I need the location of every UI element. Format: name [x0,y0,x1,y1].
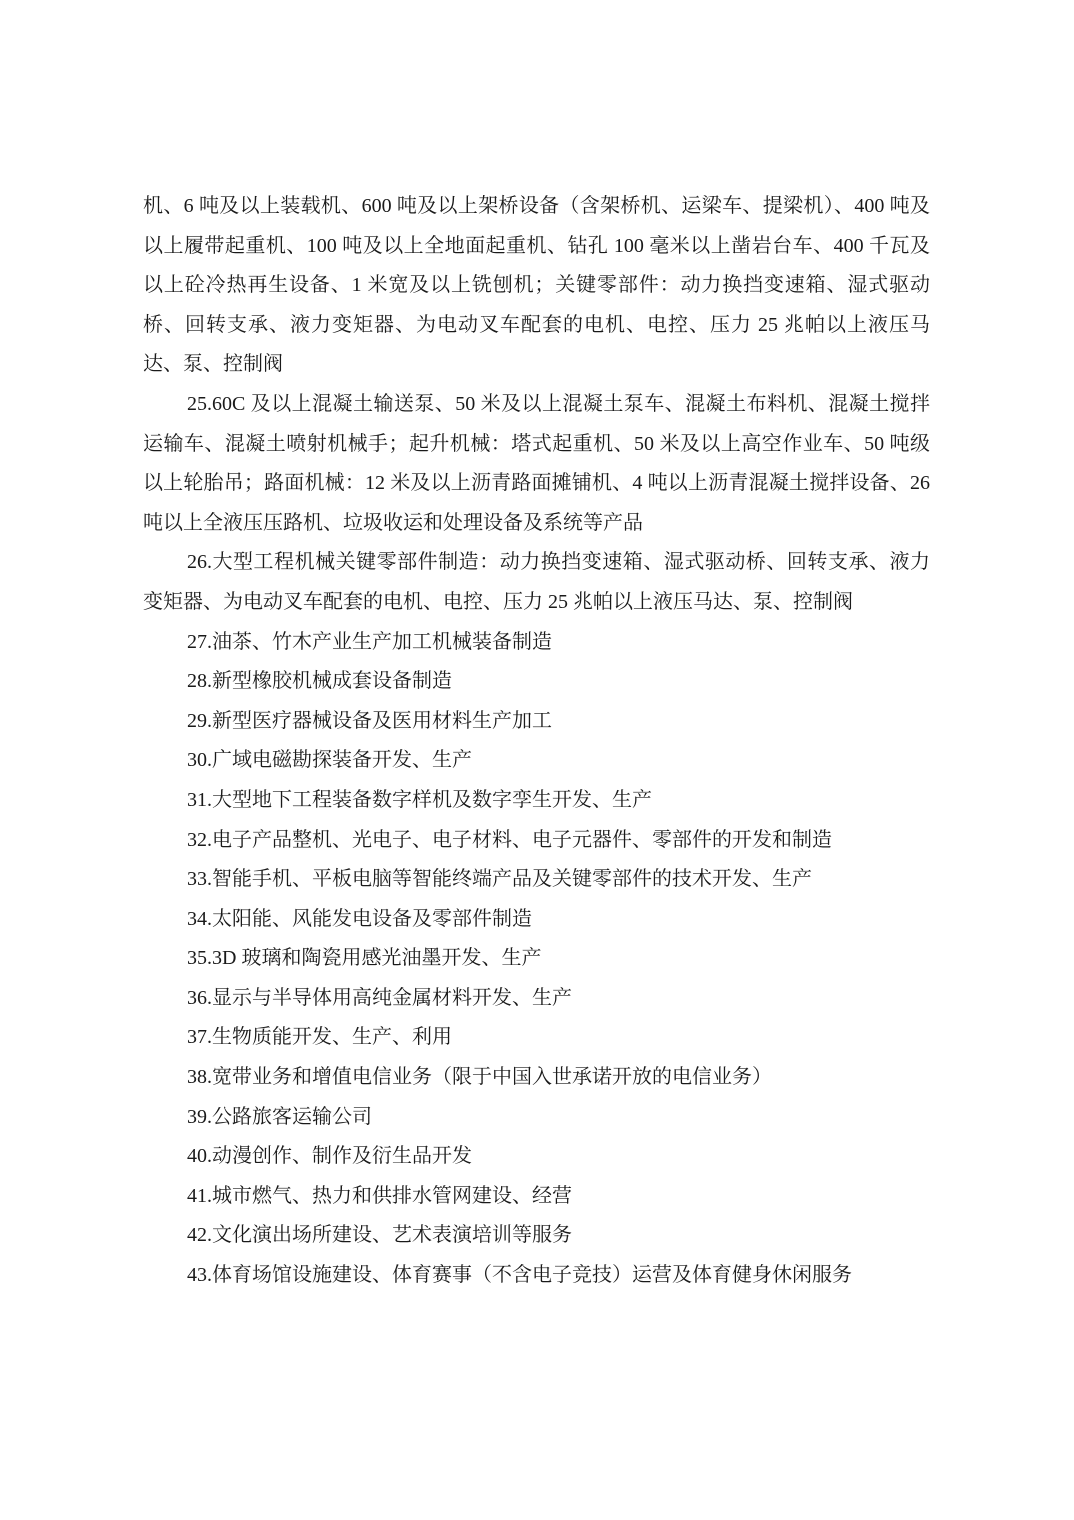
paragraph-item-39: 39.公路旅客运输公司 [187,1105,372,1128]
paragraph-item-27: 27.油茶、竹木产业生产加工机械装备制造 [187,630,552,653]
paragraph-item-28: 28.新型橡胶机械成套设备制造 [187,670,452,693]
paragraph-item-40: 40.动漫创作、制作及衍生品开发 [187,1145,472,1168]
paragraph-item-34: 34.太阳能、风能发电设备及零部件制造 [187,907,532,930]
paragraph-item-35: 35.3D 玻璃和陶瓷用感光油墨开发、生产 [187,947,542,970]
paragraph-item-25: 25.60C 及以上混凝土输送泵、50 米及以上混凝土泵车、混凝土布料机、混凝土搅拌运输车、混凝土喷射机械手；起升机械：塔式起重机、50 米及以上高空作业车、50 吨级以上轮胎吊；路面机械：12 米及以上沥青路面摊铺机、4 吨以上沥青混凝土搅拌设备、26 吨以上全液压压路机、垃圾收运和处理设备及系统等产品 [143,392,930,534]
paragraph-item-38: 38.宽带业务和增值电信业务（限于中国入世承诺开放的电信业务） [187,1066,772,1089]
paragraph-item-30: 30.广域电磁勘探装备开发、生产 [187,749,472,772]
paragraph-item-26: 26.大型工程机械关键零部件制造：动力换挡变速箱、湿式驱动桥、回转支承、液力变矩器、为电动叉车配套的电机、电控、压力 25 兆帕以上液压马达、泵、控制阀 [143,551,930,613]
paragraph-continuation: 机、6 吨及以上装载机、600 吨及以上架桥设备（含架桥机、运梁车、提梁机）、400 吨及以上履带起重机、100 吨及以上全地面起重机、钻孔 100 毫米以上凿岩台车、400 千瓦及以上砼冷热再生设备、1 米宽及以上铣刨机；关键零部件：动力换挡变速箱、湿式驱动桥、回转支承、液力变矩器、为电动叉车配套的电机、电控、压力 25 兆帕以上液压马达、泵、控制阀 [143,195,930,376]
paragraph-item-42: 42.文化演出场所建设、艺术表演培训等服务 [187,1224,572,1247]
paragraph-item-37: 37.生物质能开发、生产、利用 [187,1026,452,1049]
paragraph-item-43: 43.体育场馆设施建设、体育赛事（不含电子竞技）运营及体育健身休闲服务 [187,1264,852,1287]
paragraph-item-29: 29.新型医疗器械设备及医用材料生产加工 [187,709,552,732]
paragraph-item-41: 41.城市燃气、热力和供排水管网建设、经营 [187,1184,572,1207]
paragraph-item-31: 31.大型地下工程装备数字样机及数字孪生开发、生产 [187,788,652,811]
paragraph-item-33: 33.智能手机、平板电脑等智能终端产品及关键零部件的技术开发、生产 [187,868,812,891]
paragraph-item-32: 32.电子产品整机、光电子、电子材料、电子元器件、零部件的开发和制造 [187,828,832,851]
paragraph-item-36: 36.显示与半导体用高纯金属材料开发、生产 [187,986,572,1009]
text-block [143,187,930,1296]
